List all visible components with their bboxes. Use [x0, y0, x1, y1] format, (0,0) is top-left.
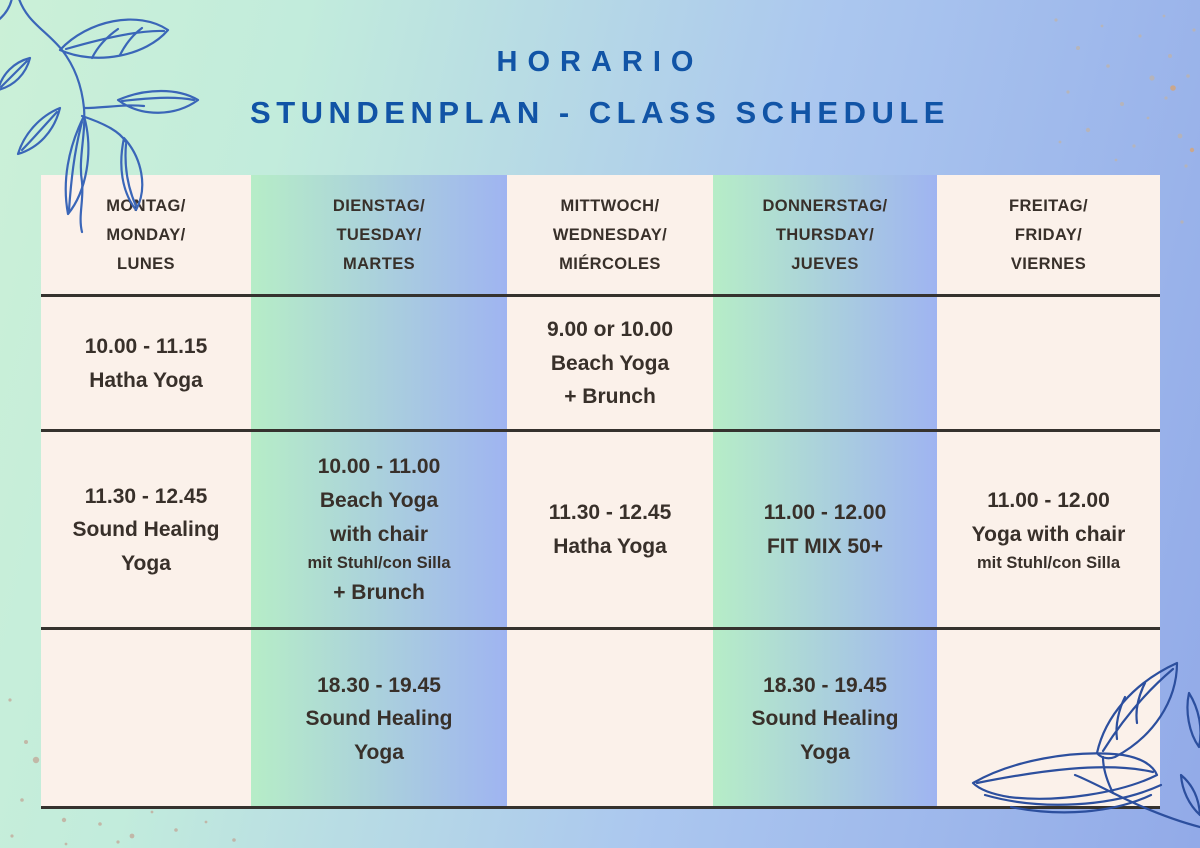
header-friday: [937, 175, 1160, 296]
cell-line: Yoga with chair: [971, 522, 1126, 546]
cell-line: Beach Yoga: [550, 351, 670, 375]
cell-line: Hatha Yoga: [89, 368, 203, 392]
cell-line: Sound Healing: [751, 707, 899, 731]
cell-tuesday-midday: [251, 431, 507, 629]
header-line: LUNES: [117, 254, 175, 273]
cell-line: Yoga: [121, 551, 171, 575]
cell-line: Sound Healing: [72, 518, 220, 542]
row-divider-2: [41, 627, 1160, 630]
cell-friday-empty-3: [937, 629, 1160, 809]
header-tuesday: [251, 175, 507, 296]
header-line: DIENSTAG/: [332, 197, 426, 216]
cell-wednesday-morning: [507, 296, 713, 431]
page-subtitle: STUNDENPLAN - CLASS SCHEDULE: [250, 95, 950, 130]
cell-friday-empty-1: [937, 296, 1160, 431]
cell-tuesday-evening: [251, 629, 507, 809]
header-thursday: [713, 175, 937, 296]
cell-thursday-evening: [713, 629, 937, 809]
cell-thursday-empty-1: [713, 296, 937, 431]
header-line: MONDAY/: [106, 226, 186, 245]
cell-wednesday-empty-3: [507, 629, 713, 809]
cell-wednesday-midday: [507, 431, 713, 629]
cell-friday-midday: [937, 431, 1160, 629]
header-line: MONTAG/: [106, 197, 186, 216]
header-line: TUESDAY/: [336, 226, 422, 245]
header-line: MIÉRCOLES: [559, 254, 661, 273]
table-bottom-line: [41, 806, 1160, 809]
cell-line: with chair: [329, 522, 429, 546]
cell-line-small: mit Stuhl/con Silla: [976, 554, 1120, 573]
cell-line: Yoga: [800, 740, 850, 764]
header-line: FREITAG/: [1009, 197, 1088, 216]
header-line: FRIDAY/: [1014, 226, 1083, 245]
row-divider-header: [41, 294, 1160, 297]
header-monday: [41, 175, 251, 296]
cell-line: 11.30 - 12.45: [84, 484, 208, 508]
cell-monday-empty-3: [41, 629, 251, 809]
header-line: MITTWOCH/: [560, 197, 660, 216]
header-line: DONNERSTAG/: [762, 197, 888, 216]
cell-line: Sound Healing: [305, 707, 453, 731]
header-line: THURSDAY/: [775, 226, 875, 245]
cell-line: 10.00 - 11.00: [317, 455, 441, 479]
header-line: VIERNES: [1010, 254, 1087, 273]
title-block: [0, 48, 1200, 128]
header-line: JUEVES: [791, 254, 859, 273]
cell-line: + Brunch: [564, 385, 656, 409]
cell-thursday-midday: [713, 431, 937, 629]
cell-tuesday-empty-1: [251, 296, 507, 431]
cell-line: 11.00 - 12.00: [987, 489, 1110, 513]
cell-monday-morning: [41, 296, 251, 431]
page-title: HORARIO: [496, 46, 704, 78]
schedule-table: [41, 175, 1160, 809]
cell-line: 9.00 or 10.00: [546, 318, 674, 342]
header-line: WEDNESDAY/: [552, 226, 668, 245]
cell-line: 18.30 - 19.45: [763, 673, 887, 697]
cell-line: 11.00 - 12.00: [763, 501, 887, 525]
header-wednesday: [507, 175, 713, 296]
cell-monday-midday: [41, 431, 251, 629]
cell-line: 10.00 - 11.15: [84, 334, 208, 358]
cell-line: Yoga: [354, 740, 404, 764]
cell-line-small: mit Stuhl/con Silla: [307, 554, 451, 573]
cell-line: FIT MIX 50+: [766, 535, 884, 558]
cell-line: Beach Yoga: [319, 489, 439, 513]
row-divider-1: [41, 429, 1160, 432]
header-line: MARTES: [342, 254, 416, 273]
cell-line: 18.30 - 19.45: [317, 673, 441, 697]
cell-line: 11.30 - 12.45: [548, 501, 672, 525]
cell-line: + Brunch: [333, 580, 425, 604]
cell-line: Hatha Yoga: [553, 535, 667, 558]
